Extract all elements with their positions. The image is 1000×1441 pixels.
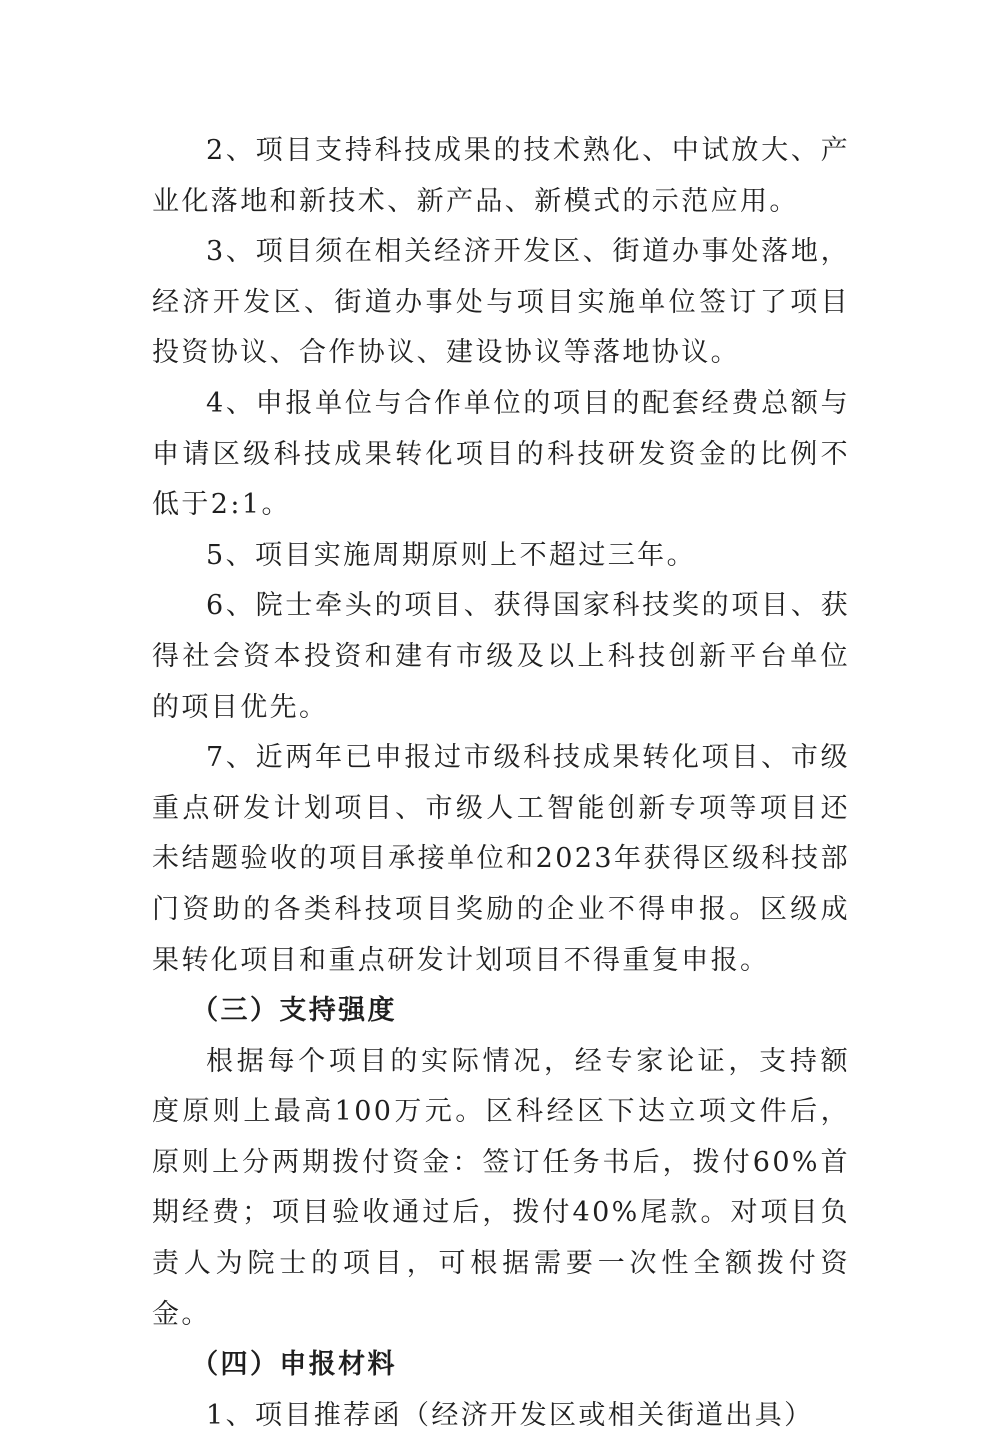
section-heading-support: （三）支持强度 — [191, 995, 397, 1027]
paragraph-item-6: 6、院士牵头的项目、获得国家科技奖的项目、获得社会资本投资和建有市级及以上科技创新平台单位的项目优先。 — [152, 590, 850, 723]
paragraph-item-3: 3、项目须在相关经济开发区、街道办事处落地，经济开发区、街道办事处与项目实施单位签订了项目投资协议、合作协议、建设协议等落地协议。 — [152, 236, 850, 369]
paragraph-item-2: 2、项目支持科技成果的技术熟化、中试放大、产业化落地和新技术、新产品、新模式的示范应用。 — [152, 135, 850, 217]
section-heading-materials: （四）申报材料 — [191, 1349, 397, 1381]
document-body — [152, 126, 850, 1441]
paragraph-support: 根据每个项目的实际情况，经专家论证，支持额度原则上最高100万元。区科经区下达立项文件后，原则上分两期拨付资金：签订任务书后，拨付60%首期经费；项目验收通过后，拨付40%尾款。对项目负责人为院士的项目，可根据需要一次性全额拨付资金。 — [152, 1045, 850, 1330]
paragraph-item-7: 7、近两年已申报过市级科技成果转化项目、市级重点研发计划项目、市级人工智能创新专项等项目还未结题验收的项目承接单位和2023年获得区级科技部门资助的各类科技项目奖励的企业不得申报。区级成果转化项目和重点研发计划项目不得重复申报。 — [152, 742, 850, 976]
paragraph-materials-item-1: 1、项目推荐函（经济开发区或相关街道出具） — [206, 1399, 814, 1431]
paragraph-item-4: 4、申报单位与合作单位的项目的配套经费总额与申请区级科技成果转化项目的科技研发资金的比例不低于2:1。 — [152, 387, 850, 521]
paragraph-item-5: 5、项目实施周期原则上不超过三年。 — [206, 539, 696, 571]
